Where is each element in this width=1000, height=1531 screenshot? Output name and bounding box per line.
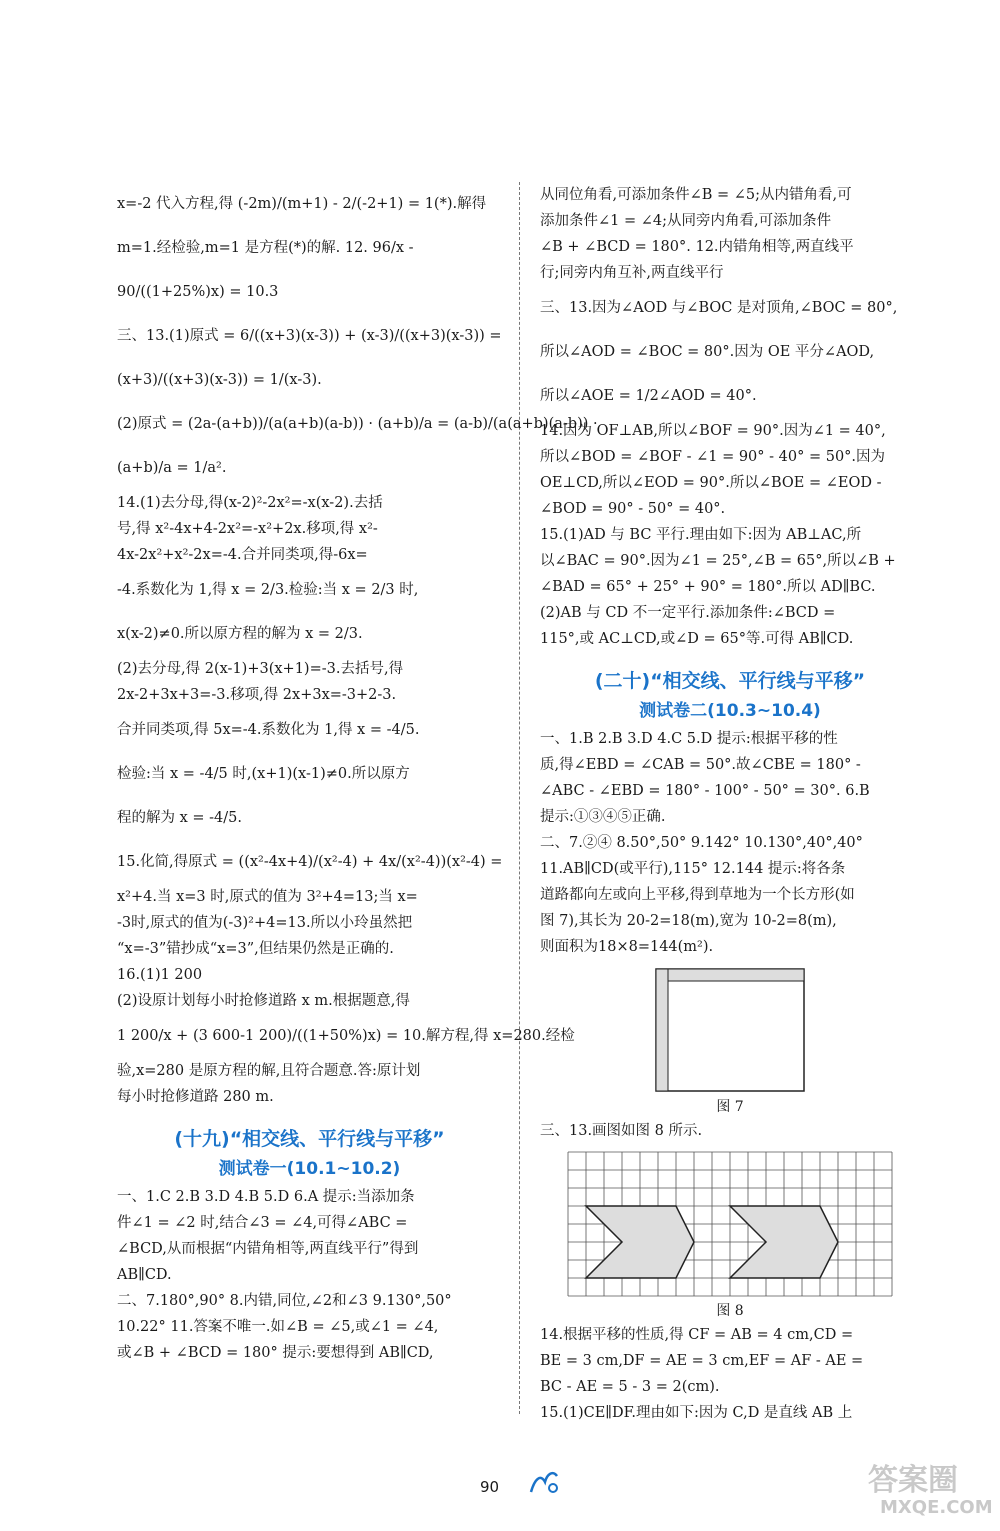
answer-line: (a+b)/a = 1/a². <box>117 460 227 476</box>
answer-line: 14.因为 OF⊥AB,所以∠BOF = 90°.因为∠1 = 40°, <box>540 423 886 439</box>
answer-line: 10.22° 11.答案不唯一.如∠B = ∠5,或∠1 = ∠4, <box>117 1319 439 1335</box>
answer-line: 从同位角看,可添加条件∠B = ∠5;从内错角看,可 <box>540 187 852 203</box>
section-19-subtitle: 测试卷一(10.1~10.2) <box>218 1159 401 1179</box>
answer-line: 每小时抢修道路 280 m. <box>117 1089 274 1105</box>
right-answer-block-end <box>540 1322 920 1426</box>
answer-line: ∠BOD = 90° - 50° = 40°. <box>540 501 726 517</box>
answer-line-13: 三、13.画图如图 8 所示. <box>540 1123 703 1139</box>
section-20-answers <box>540 726 920 960</box>
answer-line: 115°,或 AC⊥CD,或∠D = 65°等.可得 AB∥CD. <box>540 631 854 647</box>
answer-line: 14.(1)去分母,得(x-2)²-2x²=-x(x-2).去括 <box>117 495 383 511</box>
column-divider <box>519 182 520 1414</box>
answer-line: 三、13.(1)原式 = 6/((x+3)(x-3)) + (x-3)/((x+3)(x-3)) = <box>117 328 502 344</box>
answer-line: (2)AB 与 CD 不一定平行.添加条件:∠BCD = <box>540 605 836 621</box>
answer-line: -3时,原式的值为(-3)²+4=13.所以小玲虽然把 <box>117 915 413 931</box>
answer-line: 16.(1)1 200 <box>117 967 203 983</box>
left-column <box>117 182 598 1366</box>
answer-line: 则面积为18×8=144(m²). <box>540 939 714 955</box>
answer-line: (2)去分母,得 2(x-1)+3(x+1)=-3.去括号,得 <box>117 661 404 677</box>
figure-7-diagram <box>655 968 805 1092</box>
answer-line: 15.(1)AD 与 BC 平行.理由如下:因为 AB⊥AC,所 <box>540 527 862 543</box>
section-19-answers <box>117 1184 502 1366</box>
answer-line: 11.AB∥CD(或平行),115° 12.144 提示:将各条 <box>540 861 846 877</box>
answer-line: 行;同旁内角互补,两直线平行 <box>540 265 724 281</box>
answer-line: BC - AE = 5 - 3 = 2(cm). <box>540 1379 720 1395</box>
answer-line: 2x-2+3x+3=-3.移项,得 2x+3x=-3+2-3. <box>117 687 397 703</box>
answer-line: BE = 3 cm,DF = AE = 3 cm,EF = AF - AE = <box>540 1353 864 1369</box>
answer-line: x(x-2)≠0.所以原方程的解为 x = 2/3. <box>117 626 363 642</box>
answer-line: 图 7),其长为 20-2=18(m),宽为 10-2=8(m), <box>540 913 837 929</box>
figure-8-caption: 图 8 <box>716 1303 744 1319</box>
answer-line: OE⊥CD,所以∠EOD = 90°.所以∠BOE = ∠EOD - <box>540 475 882 491</box>
answer-line: 质,得∠EBD = ∠CAB = 50°.故∠CBE = 180° - <box>540 757 861 773</box>
answer-line: -4.系数化为 1,得 x = 2/3.检验:当 x = 2/3 时, <box>117 582 419 598</box>
answer-line: 所以∠AOD = ∠BOC = 80°.因为 OE 平分∠AOD, <box>540 344 875 360</box>
answer-line: 15.化简,得原式 = ((x²-4x+4)/(x²-4) + 4x/(x²-4))(x²-4) = <box>117 854 503 870</box>
answer-line: 检验:当 x = -4/5 时,(x+1)(x-1)≠0.所以原方 <box>117 766 410 782</box>
section-20-title: (二十)“相交线、平行线与平移” <box>594 670 866 692</box>
answer-line: m=1.经检验,m=1 是方程(*)的解. 12. 96/x - <box>117 240 414 256</box>
answer-line: (x+3)/((x+3)(x-3)) = 1/(x-3). <box>117 372 322 388</box>
answer-line: 15.(1)CE∥DF.理由如下:因为 C,D 是直线 AB 上 <box>540 1405 853 1421</box>
answer-line: 二、7.②④ 8.50°,50° 9.142° 10.130°,40°,40° <box>540 835 863 851</box>
answer-line: 4x-2x²+x²-2x=-4.合并同类项,得-6x= <box>117 547 368 563</box>
figure-7-caption: 图 7 <box>716 1099 744 1115</box>
answer-line: 件∠1 = ∠2 时,结合∠3 = ∠4,可得∠ABC = <box>117 1215 408 1231</box>
answer-line: 添加条件∠1 = ∠4;从同旁内角看,可添加条件 <box>540 213 832 229</box>
answer-line: 合并同类项,得 5x=-4.系数化为 1,得 x = -4/5. <box>117 722 420 738</box>
answer-line: 三、13.因为∠AOD 与∠BOC 是对顶角,∠BOC = 80°, <box>540 300 898 316</box>
answer-line: 一、1.B 2.B 3.D 4.C 5.D 提示:根据平移的性 <box>540 731 838 747</box>
figure-8-grid-diagram <box>568 1152 892 1296</box>
answer-line: AB∥CD. <box>117 1267 172 1283</box>
answer-line: ∠B + ∠BCD = 180°. 12.内错角相等,两直线平 <box>540 239 854 255</box>
right-answer-block <box>540 182 920 652</box>
page-number: 90 <box>480 1478 500 1496</box>
right-column <box>540 182 920 1426</box>
answer-line: ∠BAD = 65° + 25° + 90° = 180°.所以 AD∥BC. <box>540 579 876 595</box>
answer-line: 二、7.180°,90° 8.内错,同位,∠2和∠3 9.130°,50° <box>117 1293 452 1309</box>
answer-line: 程的解为 x = -4/5. <box>117 810 242 826</box>
answer-line: 一、1.C 2.B 3.D 4.B 5.D 6.A 提示:当添加条 <box>117 1189 415 1205</box>
answer-line: 以∠BAC = 90°.因为∠1 = 25°,∠B = 65°,所以∠B + <box>540 553 896 569</box>
answer-line: 验,x=280 是原方程的解,且符合题意.答:原计划 <box>117 1063 421 1079</box>
flower-logo-icon <box>527 1468 563 1496</box>
section-20-subtitle: 测试卷二(10.3~10.4) <box>639 701 821 721</box>
answer-line: 所以∠AOE = 1/2∠AOD = 40°. <box>540 388 757 404</box>
watermark-logo: 答案圈 <box>868 1463 958 1498</box>
answer-line: (2)原式 = (2a-(a+b))/(a(a+b)(a-b)) · (a+b)/a = (a-b)/(a(a+b)(a-b)) · <box>117 416 598 432</box>
answer-line: ∠BCD,从而根据“内错角相等,两直线平行”得到 <box>117 1241 419 1257</box>
answer-line: x=-2 代入方程,得 (-2m)/(m+1) - 2/(-2+1) = 1(*).解得 <box>117 196 487 212</box>
answer-line: 或∠B + ∠BCD = 180° 提示:要想得到 AB∥CD, <box>117 1345 434 1361</box>
section-19-title: (十九)“相交线、平行线与平移” <box>174 1128 445 1150</box>
answer-line: 所以∠BOD = ∠BOF - ∠1 = 90° - 40° = 50°.因为 <box>540 449 886 465</box>
answer-line: 提示:①③④⑤正确. <box>540 809 666 825</box>
answer-line: ∠ABC - ∠EBD = 180° - 100° - 50° = 30°. 6.B <box>540 783 870 799</box>
answer-line: x²+4.当 x=3 时,原式的值为 3²+4=13;当 x= <box>117 889 418 905</box>
answer-line: “x=-3”错抄成“x=3”,但结果仍然是正确的. <box>117 941 394 957</box>
answer-line: 道路都向左或向上平移,得到草地为一个长方形(如 <box>540 887 855 903</box>
left-answer-block <box>117 182 598 1110</box>
answer-line: 90/((1+25%)x) = 10.3 <box>117 284 279 300</box>
watermark-url: MXQE.COM <box>880 1497 993 1518</box>
answer-line: 14.根据平移的性质,得 CF = AB = 4 cm,CD = <box>540 1327 854 1343</box>
answer-line: 号,得 x²-4x+4-2x²=-x²+2x.移项,得 x²- <box>117 521 378 537</box>
answer-line: (2)设原计划每小时抢修道路 x m.根据题意,得 <box>117 993 410 1009</box>
answer-line: 1 200/x + (3 600-1 200)/((1+50%)x) = 10.解方程,得 x=280.经检 <box>117 1028 575 1044</box>
